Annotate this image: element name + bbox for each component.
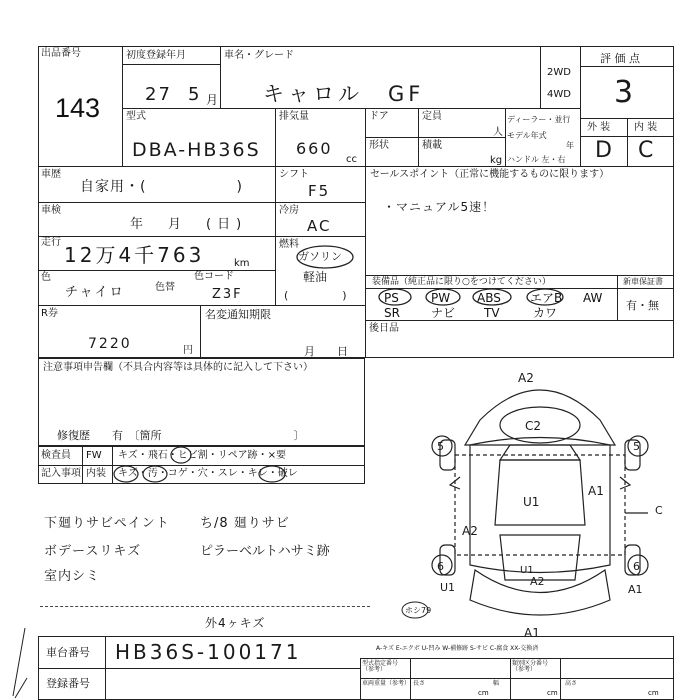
equipment-aw: AW (583, 291, 603, 305)
registration-label: 初度登録年月 (126, 50, 186, 61)
handle-label: ハンドル 左・右 (507, 155, 566, 164)
score-value: 3 (614, 75, 636, 110)
interior-entry-text: キズ・汚・コゲ・穴・スレ・キレ・破レ (118, 468, 298, 479)
name-change-value: 月 日 (304, 345, 348, 358)
damage-mark-rear-glass: U1 (520, 565, 534, 576)
damage-mark-right-door: A1 (588, 484, 604, 498)
legend: A-キズ E-エクボ U-凹み W-補修跡 S-サビ C-腐食 XX-交換済 (376, 645, 539, 652)
notes-label: 注意事項申告欄（不具合内容等は具体的に記入して下さい） (43, 362, 313, 373)
recycle-unit: 円 (183, 345, 193, 356)
entry-label: 記入事項 (41, 468, 81, 479)
inspection-label: 車検 (41, 205, 61, 216)
shape-label: 形状 (369, 140, 389, 151)
note-5: ピラーベルトハサミ跡 (200, 544, 330, 559)
margin-scribble (5, 618, 35, 698)
interior-entry-label: 内装 (86, 468, 106, 479)
equipment-ps: PS (384, 291, 399, 305)
note-2: ボデースリキズ (44, 544, 142, 559)
name-change-label: 名変通知期限 (205, 308, 271, 321)
damage-mark-front: A2 (518, 371, 534, 385)
spec-cm-1: cm (478, 689, 489, 697)
damage-mark-wheel-rr: 6 (633, 560, 640, 573)
spec-weight: 車両重量（参考） (362, 680, 411, 687)
damage-mark-stone: ホシ79 (405, 606, 432, 615)
damage-mark-rear-right: A1 (628, 583, 643, 596)
registration-month-unit: 月 (206, 93, 219, 107)
drive-2wd: 2WD (547, 67, 571, 78)
exterior-label: 外 装 (587, 122, 611, 133)
damage-mark-wheel-rl: 6 (437, 560, 444, 573)
ac-label: 冷房 (279, 205, 299, 216)
spec-category: 類別区分番号（参考） (512, 660, 549, 673)
history-label: 車歴 (41, 169, 61, 180)
note-3: 室内シミ (44, 569, 101, 584)
equipment-leather: カワ (533, 306, 558, 320)
lot-label: 出品番号 (41, 48, 81, 59)
model-label: 型式 (126, 111, 146, 122)
warranty-value: 有・無 (626, 299, 659, 312)
history-value: 自家用・( ) (80, 179, 243, 195)
capacity-kg-unit: kg (490, 155, 503, 166)
damage-mark-bumper: A1 (524, 626, 540, 640)
equipment-navi: ナビ (431, 306, 456, 320)
doors-label: ドア (369, 111, 389, 122)
model-value: DBA-HB36S (132, 139, 261, 161)
damage-mark-rear-left: U1 (440, 581, 456, 594)
fw-text: キズ・飛石・ヒビ割・リペア跡・×要 (118, 450, 286, 461)
damage-mark-hood: C2 (525, 419, 542, 433)
registration-month: 5 (188, 84, 202, 105)
lot-number: 143 (55, 93, 101, 123)
fuel-gasoline: ガソリン (298, 250, 342, 263)
equipment-pw: PW (431, 291, 451, 305)
equipment-label: 装備品（純正品に限り○をつけてください） (372, 277, 551, 287)
chassis-value: HB36S-100171 (115, 640, 302, 664)
chassis-label: 車台番号 (46, 646, 90, 659)
sales-point-text: ・マニュアル5速！ (383, 200, 496, 214)
vehicle-name: キャロル GF (263, 82, 425, 106)
dealer-label: ディーラー・並行 (507, 115, 571, 124)
damage-mark-roof: U1 (523, 495, 540, 509)
rear-seat-label: 後日品 (369, 323, 399, 334)
displacement-label: 排気量 (279, 111, 309, 122)
exterior-score: D (595, 138, 614, 163)
mileage-unit: km (234, 258, 250, 269)
spec-type-cert: 型式指定番号（参考） (362, 660, 399, 673)
fuel-circle (292, 243, 362, 273)
interior-label: 内 装 (634, 122, 658, 133)
fuel-light-oil: 軽油 (303, 270, 328, 284)
warranty-label: 新車保証書 (623, 277, 663, 286)
repair-history: 修復歴 有 〔箇所 〕 (57, 429, 305, 442)
capacity-person-unit: 人 (493, 127, 503, 138)
note-4: ち/8 廻りサビ (200, 516, 290, 531)
damage-mark-right-side: C (655, 504, 663, 517)
fw-label: FW (86, 450, 102, 461)
equipment-abs: ABS (477, 291, 501, 305)
damage-mark-trunk: A2 (530, 575, 545, 588)
equipment-sr: SR (384, 306, 400, 320)
model-year-label: モデル年式 (507, 131, 547, 140)
equipment-airbag: エアB (530, 291, 563, 305)
registration-year: 27 (145, 84, 172, 105)
inspector-label: 検査員 (41, 450, 71, 461)
damage-mark-wheel-fl: 5 (437, 440, 444, 453)
plate-label: 登録番号 (46, 677, 90, 690)
capacity-label: 定員 (422, 111, 442, 122)
color-code-label: 色コード (194, 271, 234, 282)
note-1: 下廻りサビペイント (44, 516, 170, 531)
color-change-label: 色替 (155, 282, 175, 293)
load-label: 積載 (422, 140, 442, 151)
color-value: チャイロ (65, 285, 125, 300)
shift-value: F5 (308, 182, 331, 200)
note-6: 外4ヶキズ (205, 616, 266, 630)
mileage-label: 走行 (41, 237, 61, 248)
damage-mark-left-door: A2 (462, 524, 478, 538)
interior-score: C (638, 138, 656, 163)
recycle-value: 7220 (88, 336, 132, 352)
model-year-unit: 年 (566, 141, 574, 150)
drive-4wd: 4WD (547, 89, 571, 100)
fuel-label: 燃料 (279, 239, 299, 250)
stone-circle (401, 601, 431, 621)
spec-cm-3: cm (648, 689, 659, 697)
sales-point-label: セールスポイント（正常に機能するものに限ります） (370, 169, 610, 180)
displacement-unit: cc (346, 154, 357, 165)
score-label: 評 価 点 (600, 52, 640, 65)
ac-value: AC (307, 217, 332, 235)
car-diagram (420, 385, 670, 635)
spec-cm-2: cm (547, 689, 558, 697)
recycle-label: R券 (41, 308, 58, 319)
spec-width: 幅 (493, 680, 500, 687)
color-code: Z3F (212, 287, 243, 302)
vehicle-label: 車名・グレード (224, 50, 294, 61)
mileage-value: 12万4千763 (64, 243, 205, 267)
fuel-paren: ( ) (284, 289, 349, 302)
damage-mark-wheel-fr: 5 (633, 440, 640, 453)
equipment-circles (375, 289, 615, 307)
displacement-value: 660 (296, 139, 333, 158)
spec-length: 長さ (413, 680, 426, 687)
spec-height: 高さ (565, 680, 578, 687)
equipment-tv: TV (484, 306, 500, 320)
inspection-value: 年 月 (日) (130, 217, 248, 232)
shift-label: シフト (279, 169, 309, 180)
color-label: 色 (41, 272, 51, 283)
inspector-circles (115, 446, 355, 466)
